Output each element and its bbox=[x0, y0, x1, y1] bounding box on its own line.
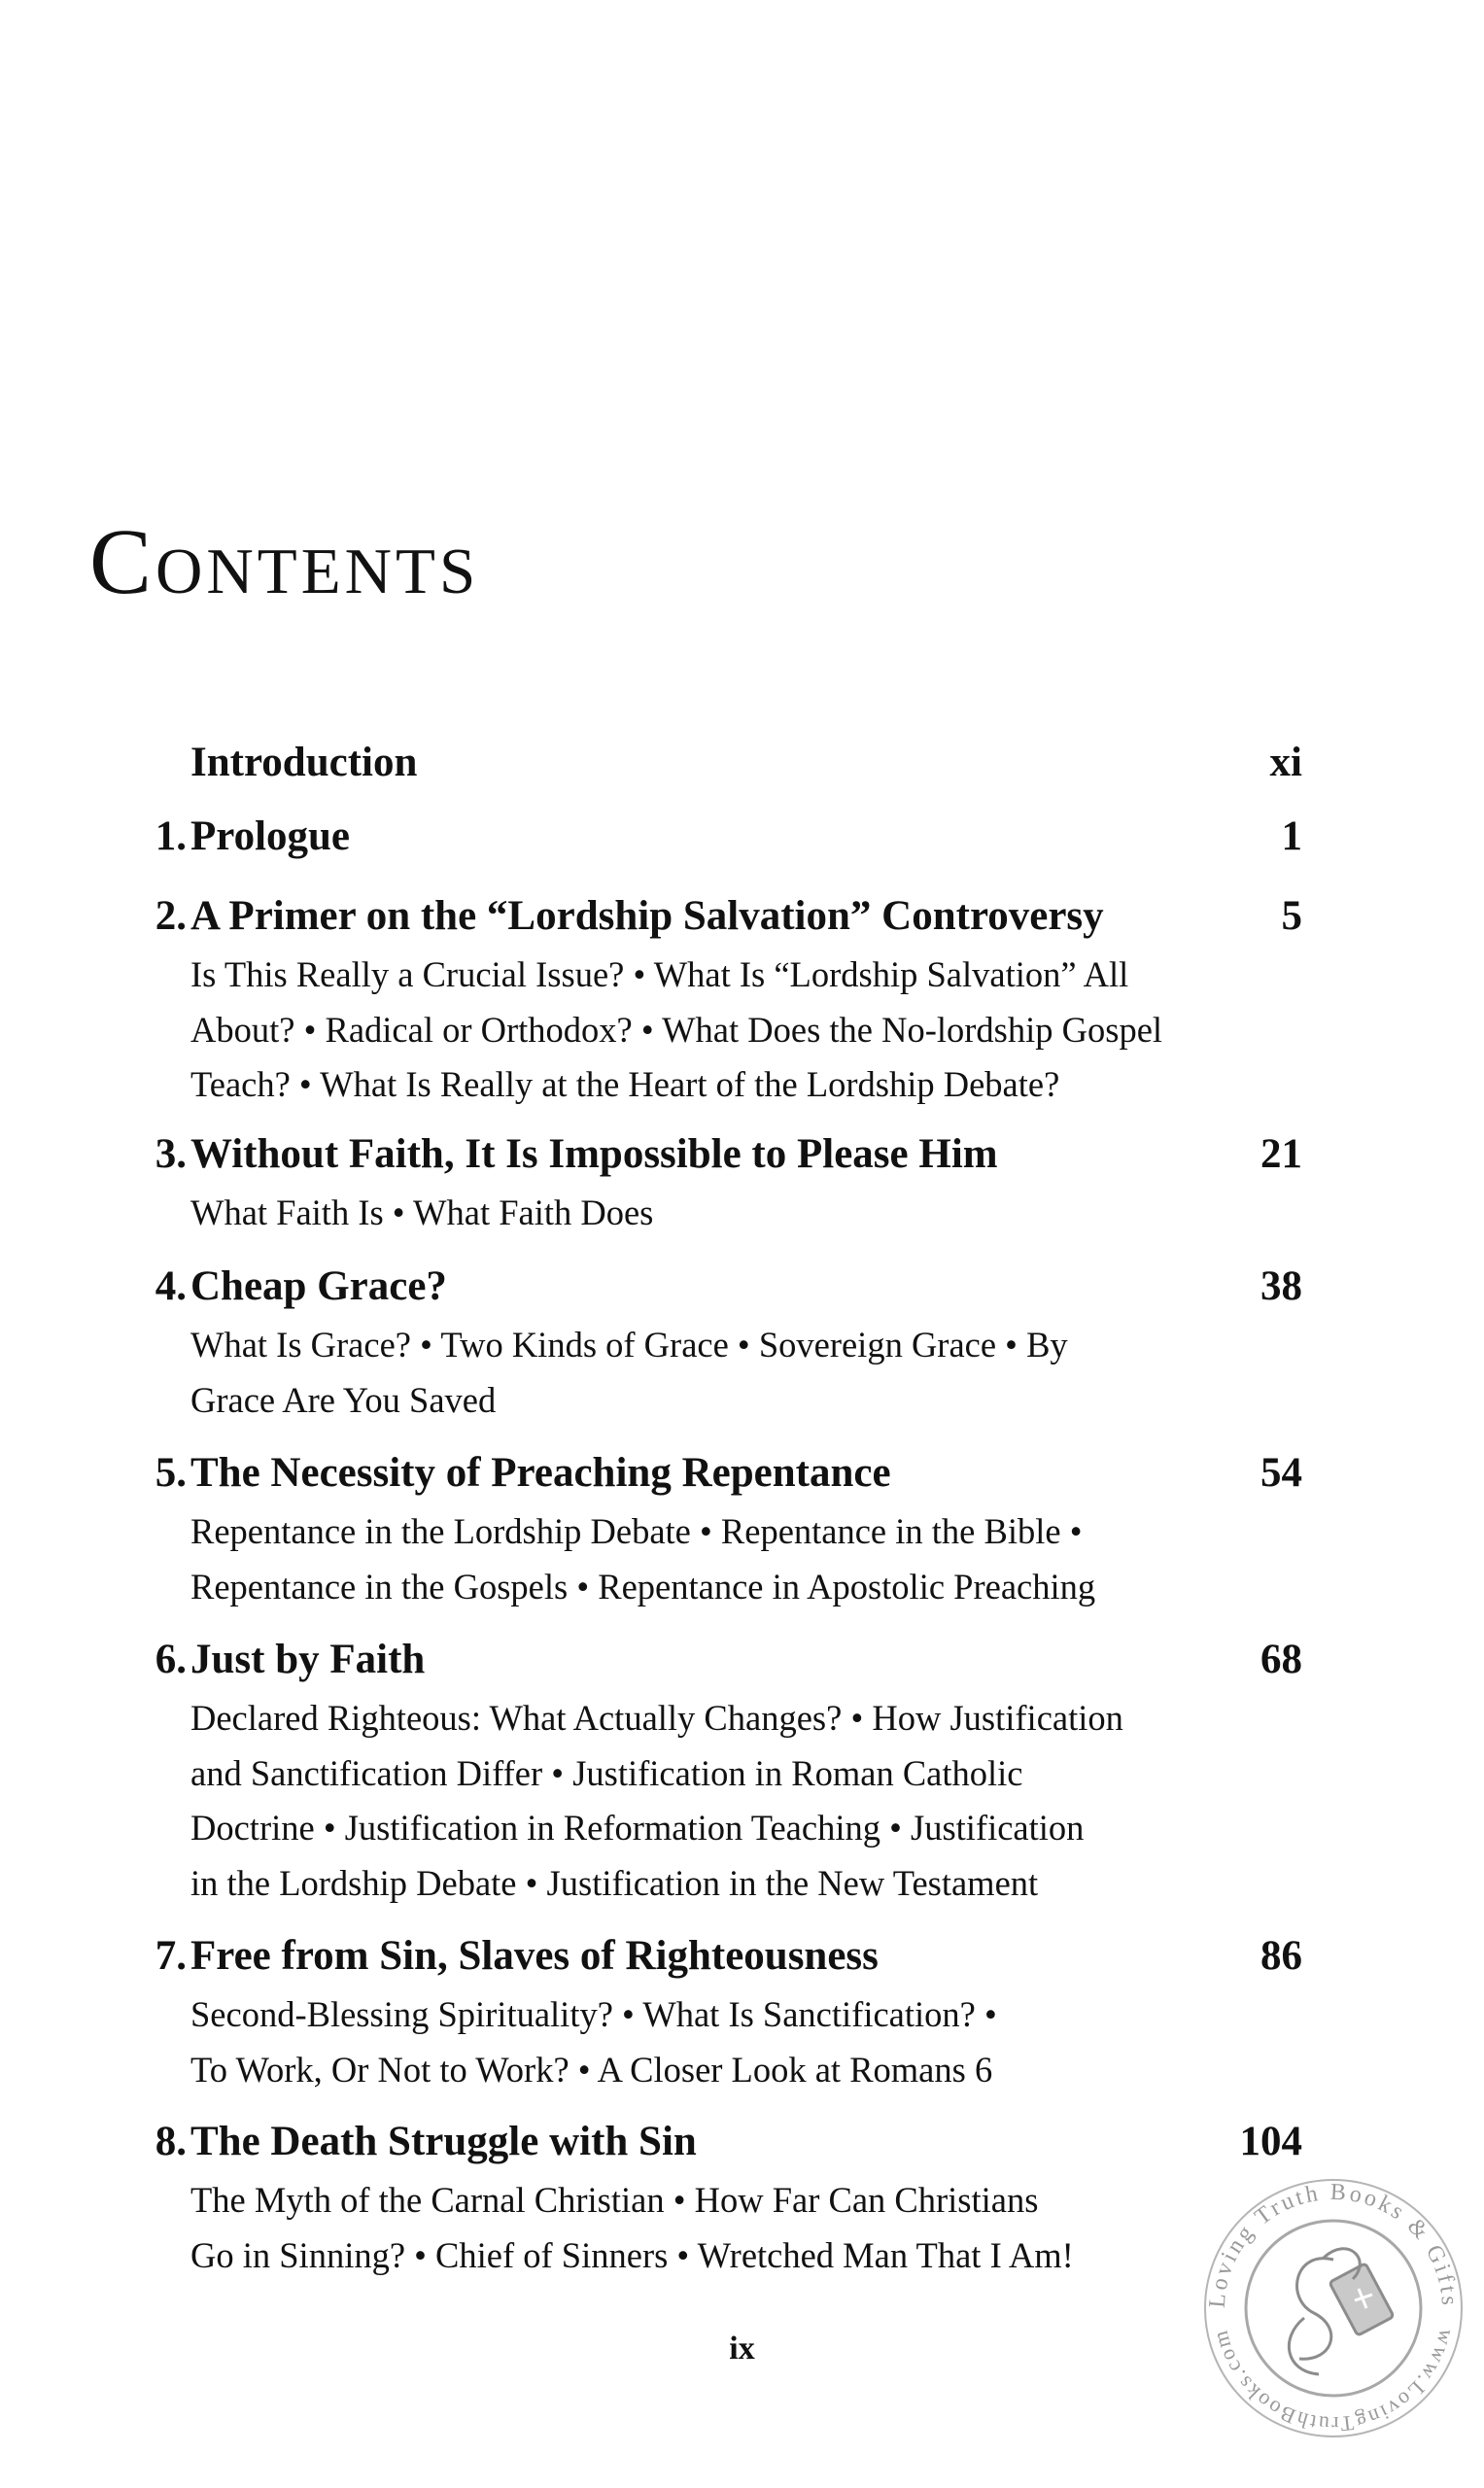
entry-number: 8. bbox=[155, 2119, 187, 2164]
entry-number: 1. bbox=[155, 813, 187, 859]
stamp-arc-bottom: www.LovingTruthBooks.com bbox=[1207, 2326, 1460, 2437]
entry-page: 5 bbox=[1281, 893, 1302, 939]
subtopic-line: Declared Righteous: What Actually Changes? • How Justification bbox=[190, 1698, 1123, 1738]
subtopic-line: Doctrine • Justification in Reformation Teaching • Justification bbox=[190, 1808, 1085, 1848]
page-number: ix bbox=[729, 2331, 755, 2367]
entry-number: 7. bbox=[155, 1933, 187, 1979]
bible-ribbon-icon bbox=[1289, 2249, 1394, 2374]
entry-subtopics bbox=[190, 1691, 1191, 1911]
subtopic-line: The Myth of the Carnal Christian • How Far Can Christians bbox=[190, 2180, 1039, 2220]
entry-page: 68 bbox=[1260, 1637, 1302, 1682]
entry-page: 104 bbox=[1239, 2119, 1302, 2164]
subtopic-line: What Is Grace? • Two Kinds of Grace • Sovereign Grace • By bbox=[190, 1325, 1068, 1365]
subtopic-line: Repentance in the Lordship Debate • Repentance in the Bible • bbox=[190, 1511, 1083, 1551]
entry-subtopics bbox=[190, 948, 1191, 1113]
subtopic-line: Second-Blessing Spirituality? • What Is Sanctification? • bbox=[190, 1994, 997, 2034]
entry-subtopics bbox=[190, 1987, 1191, 2097]
entry-page: 86 bbox=[1260, 1933, 1302, 1979]
entry-subtopics bbox=[190, 1504, 1191, 1614]
page-title: Contents bbox=[89, 509, 480, 613]
entry-title: Introduction bbox=[190, 740, 418, 785]
subtopic-line: in the Lordship Debate • Justification in the New Testament bbox=[190, 1862, 1039, 1903]
entry-subtopics bbox=[190, 1318, 1191, 1428]
entry-title: Free from Sin, Slaves of Righteousness bbox=[190, 1933, 879, 1979]
entry-number: 2. bbox=[155, 893, 187, 939]
subtopic-line: Is This Really a Crucial Issue? • What Is “Lordship Salvation” All bbox=[190, 954, 1129, 994]
entry-title: Prologue bbox=[190, 813, 351, 859]
entry-number: 6. bbox=[155, 1637, 187, 1682]
entry-title: Without Faith, It Is Impossible to Please Him bbox=[190, 1131, 998, 1177]
entry-subtopics bbox=[190, 1186, 1191, 1241]
subtopic-line: What Faith Is • What Faith Does bbox=[190, 1192, 654, 1232]
subtopic-line: To Work, Or Not to Work? • A Closer Look at Romans 6 bbox=[190, 2049, 993, 2090]
entry-number: 5. bbox=[155, 1450, 187, 1496]
entry-title: Just by Faith bbox=[190, 1637, 426, 1682]
subtopic-line: About? • Radical or Orthodox? • What Does the No-lordship Gospel bbox=[190, 1009, 1163, 1050]
subtopic-line: Go in Sinning? • Chief of Sinners • Wretched Man That I Am! bbox=[190, 2234, 1074, 2275]
entry-page: xi bbox=[1269, 740, 1302, 785]
entry-subtopics bbox=[190, 2173, 1191, 2283]
entry-title: The Necessity of Preaching Repentance bbox=[190, 1450, 891, 1496]
entry-page: 1 bbox=[1281, 813, 1302, 859]
subtopic-line: Grace Are You Saved bbox=[190, 1379, 497, 1420]
stamp-arc-top: Loving Truth Books & Gifts bbox=[1204, 2179, 1463, 2309]
subtopic-line: Repentance in the Gospels • Repentance in Apostolic Preaching bbox=[190, 1566, 1096, 1607]
subtopic-line: Teach? • What Is Really at the Heart of the Lordship Debate? bbox=[190, 1064, 1060, 1104]
subtopic-line: and Sanctification Differ • Justification in Roman Catholic bbox=[190, 1752, 1023, 1793]
entry-page: 21 bbox=[1260, 1131, 1302, 1177]
entry-title: Cheap Grace? bbox=[190, 1263, 447, 1309]
entry-title: A Primer on the “Lordship Salvation” Controversy bbox=[190, 893, 1104, 939]
entry-title: The Death Struggle with Sin bbox=[190, 2119, 697, 2164]
entry-number: 3. bbox=[155, 1131, 187, 1177]
bookstore-watermark-stamp bbox=[1188, 2143, 1479, 2473]
entry-number: 4. bbox=[155, 1263, 187, 1309]
stamp-inner-ring bbox=[1246, 2221, 1421, 2396]
entry-page: 54 bbox=[1260, 1450, 1302, 1496]
entry-page: 38 bbox=[1260, 1263, 1302, 1309]
